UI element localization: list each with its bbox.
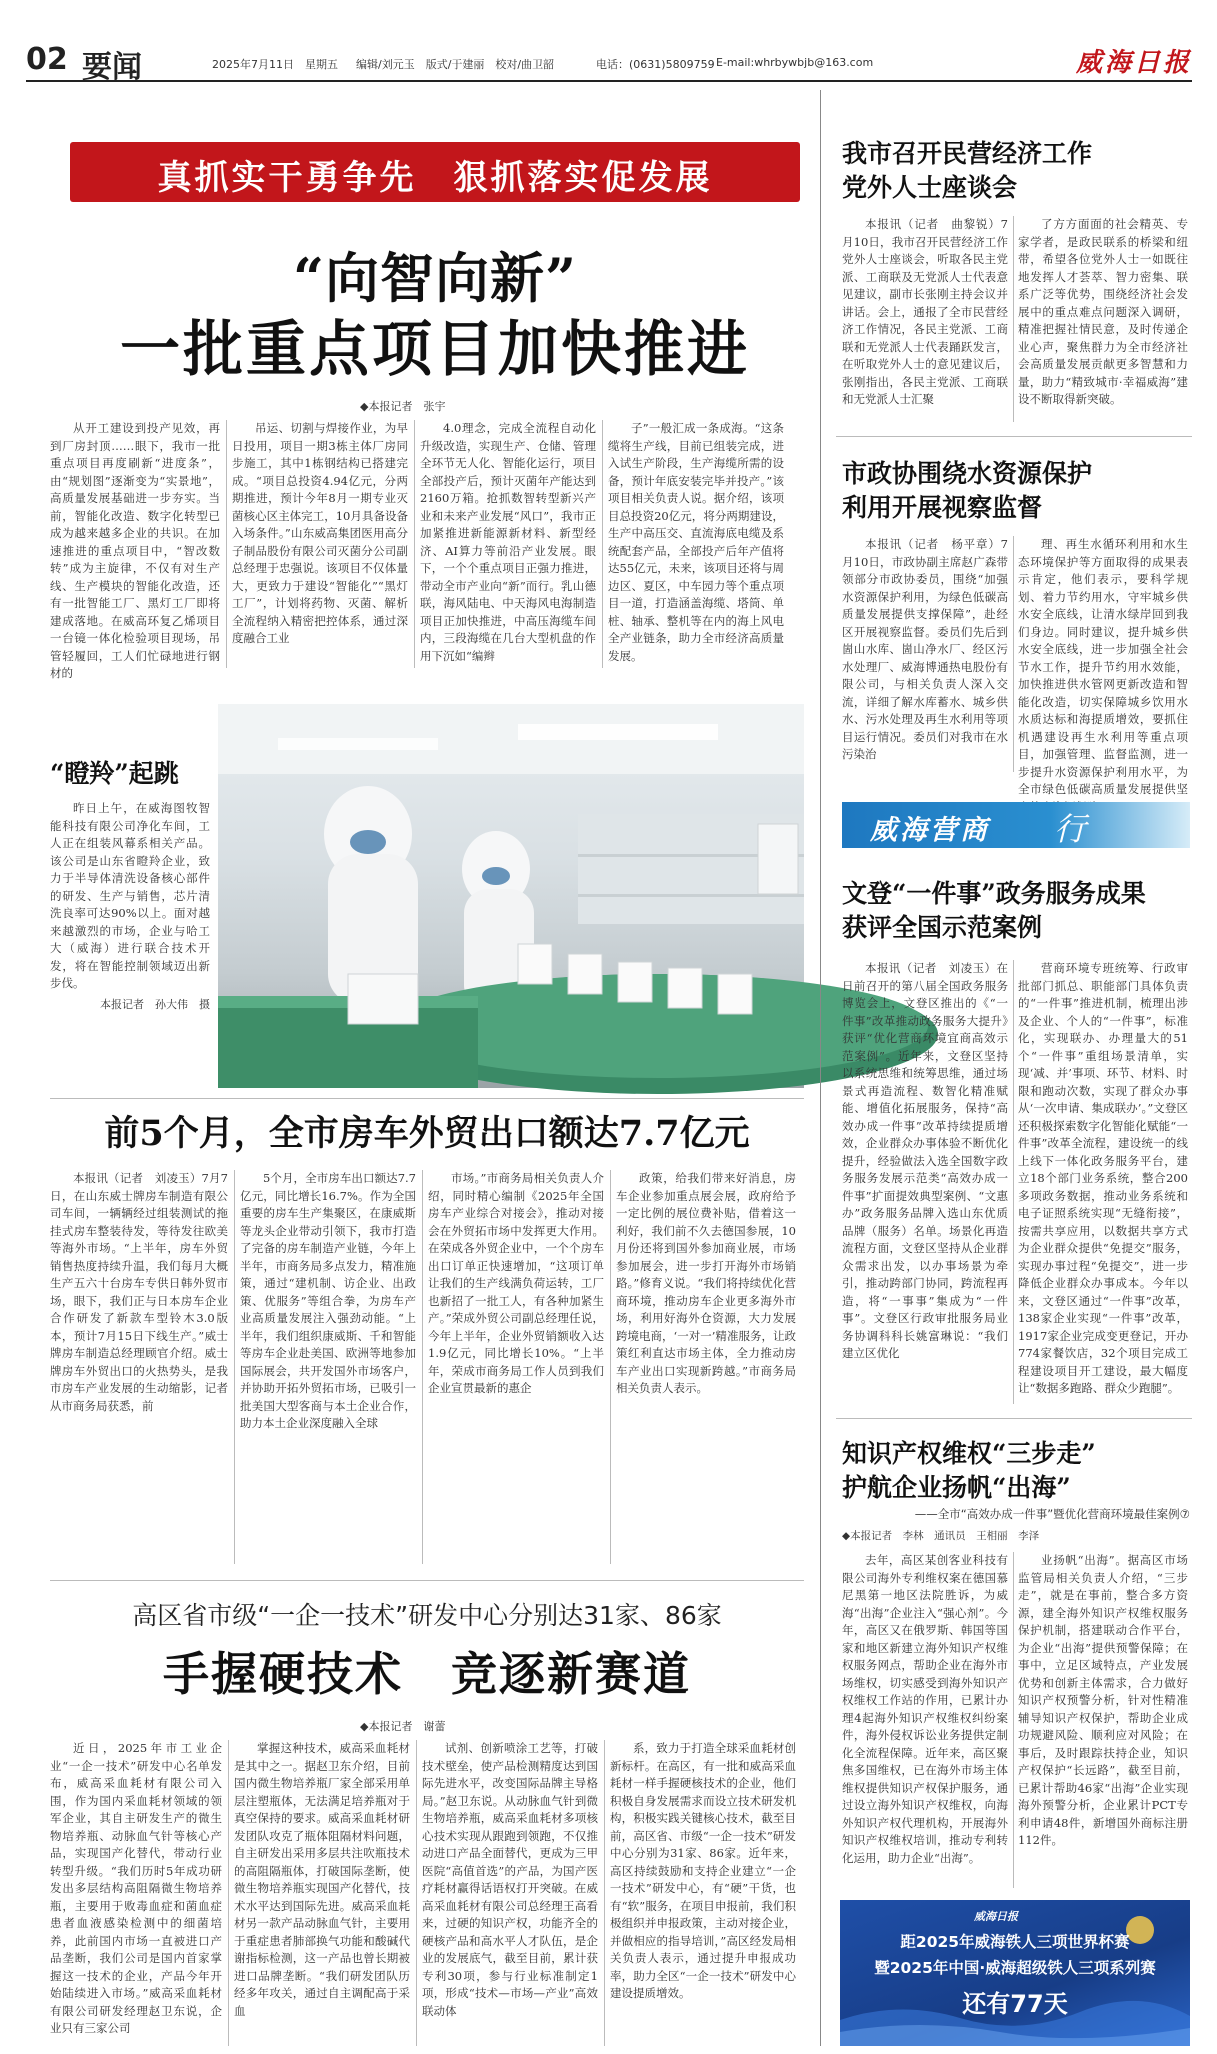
rd-subtitle: 高区省市级“一企一技术”研发中心分别达31家、86家	[132, 1601, 722, 1630]
rd-col-4-text: 系，致力于打造全球采血耗材创新标杆。在高区，有一批和威高采血耗材一样手握硬核技术的企业，他们积极自身发展需求而设立技术研发机构，积极实践关键核心技术，截至目前，高区省、市级“一企一技术”研发中心分别为31家、86家。近年来，高区持续鼓励和支持企业建立“一企一技术”研发中心，有“硬”干货，也有“软”服务，在项目申报前，我们积极组织并申报政策，主动对接企业，并做相应的指导培训，”高区经发局相关负责人表示，通过提升申报成功率，助力全区“一企一技术”研发中心建设提质增效。	[610, 1741, 796, 2000]
col-divider	[1013, 536, 1014, 772]
paper-logo: 威海日报	[1075, 48, 1192, 78]
lead-col-2	[232, 420, 408, 668]
photo-caption-text: 昨日上午，在威海图牧智能科技有限公司净化车间，工人正在组装风幕系相关产品。该公司是山东省瞪羚企业，致力于半导体清洗设备核心部件的研发、生产与销售，芯片清洗良率可达90%以上。面对越来越激烈的市场，企业与哈工大（威海）进行联合技术开发，将在智能控制领域迈出新步伐。	[50, 801, 210, 990]
rt-col-2	[1018, 216, 1188, 422]
lead-col-3-text: 4.0理念，完成全流程自动化升级改造，实现生产、仓储、管理全环节无人化、智能化运行，项目全部投产后，预计灭菌年产能达到2160万箱。抢抓数智转型新兴产业和未来产业发展“风口”，我市正加紧推进新能源新材料、新型经济、AI算力等前沿产业发展。眼下，一个个重点项目正强力推进，带动全市产业向“新”而行。乳山德联，海风陆电、中天海风电海制造项目正加快推进，中高压海缆车间内，三段海缆在几台大型机盘的作用下沉如“编辫	[420, 421, 596, 663]
date-line: 2025年7月11日 星期五	[212, 58, 338, 71]
business-banner-icon: 行	[1054, 810, 1087, 848]
photo-caption-box	[50, 754, 210, 1044]
email-line: E-mail:whrbywbjb@163.com	[716, 56, 874, 69]
col-divider	[422, 1170, 423, 1564]
ri-title-line1: 知识产权维权“三步走”	[842, 1439, 1096, 1468]
col-divider	[604, 1740, 605, 2046]
rd-col-3-text: 试剂、创新喷涂工艺等，打破技术壁垒，使产品检测精度达到国际先进水平，改变国际品牌主导格局。”赵卫东说。从动脉血气针到微生物培养瓶，威高采血耗材多项核心技术实现从跟跑到领跑，不仅推动进口产品全面替代，更成为三甲医院“高值首选”的产品，为国产医疗耗材赢得话语权打开突破。在威高采血耗材有限公司总经理王高看来，过硬的知识产权，功能齐全的硬核产品和高水平人才队伍，是企业的发展底气，截至目前，累计获专利30项，参与行业标准制定1项，形成“技术—市场—产业”高效联动体	[422, 1741, 598, 2018]
ra-col-1-text: 本报讯（记者 刘凌玉）在日前召开的第八届全国政务服务博览会上，文登区推出的《“一件事”改革推动政务服务大提升》获评“优化营商环境宜商高效示范案例”。近年来，文登区坚持以系统思维和统筹思维，通过场景式再造流程、数智化精准赋能、增值化拓展服务，保持“高效办成一件事”改革持续提质增效，企业群众办事体验不断优化提升，经验做法入选全国数字政务服务发展示范类“高效办成一件事”扩面提效典型案例、“文惠办”政务服务品牌入选山东优质品牌（服务）名单。场景化再造流程方面，文登区坚持从企业群众需求出发，以办事场景为牵引，推动跨部门协同，跨流程再造，将“一事事”集成为“一件事”。文登区行政审批服务局业务协调科科长姚富琳说：“我们建立区优化	[842, 961, 1008, 1360]
rw-col-2-text: 理、再生水循环利用和水生态环境保护等方面取得的成果表示肯定，他们表示，要科学规划、着力节约用水，守牢城乡供水安全底线，让清水绿岸回到我们身边。同时建议，提升城乡供水安全底线，进一步加强全社会节水工作，提升节约用水效能，加快推进供水管网更新改造和智能化改造，切实保障城乡饮用水水质达标和海提质增效，要抓住机遇建设再生水利用等重点项目，加强管理、监督监测，进一步提升水资源保护利用水平，为全市绿色低碳高质量发展提供坚	[1018, 537, 1188, 796]
col-divider	[416, 1740, 417, 2046]
rd-col-1	[50, 1740, 222, 2046]
rw-col-1	[842, 536, 1008, 772]
editors-line: 编辑/刘元玉 版式/于建丽 校对/曲卫韶	[356, 58, 555, 71]
cleanroom-illustration	[218, 704, 804, 1088]
ra-title-line1: 文登“一件事”政务服务成果	[842, 879, 1146, 908]
car-col-1	[50, 1170, 228, 1564]
col-divider	[414, 420, 415, 668]
rd-col-3	[422, 1740, 598, 2046]
ri-col-1-text: 去年，高区某创客业科技有限公司海外专利维权案在德国慕尼黑第一地区法院胜诉，为威海“出海”企业注入“强心剂”。今年，高区又在俄罗斯、韩国等国家和地区新建立海外知识产权维权服务网点，帮助企业在海外市场维权，切实感受到海外知识产权维权工作站的作用，已累计办理4起海外知识产权维权纠纷案件，海外侵权诉讼业务提供定制化全流程保障。近年来，高区聚焦多国维权，已在海外市场主体维权提供知识产权保护服务，通过设立海外知识产权维权，向海外知识产权代理机构，开展海外知识产权维权培训，推动专利转化运用，助力企业“出海”。	[842, 1553, 1008, 1865]
masthead	[26, 42, 1192, 85]
lead-col-4-text: 子”一般汇成一条成海。“这条缆将生产线，目前已组装完成，进入试生产阶段，生产海缆所需的设备，预计年底安装完毕并投产。”该项目相关负责人说。据介绍，该项目总投资20亿元，将分两期建设，生产中高压交、直流海底电缆及系统配套产品，全部投产后年产值将达55亿元，未来，该项目还将与周边区、夏区，中车园力等个重点项目一道，打造涵盖海缆、塔筒、单桩、轴承、整机等在内的海上风电全产业链条，助力全市经济高质量发展。	[608, 421, 784, 663]
ra-col-2-text: 营商环境专班统筹、行政审批部门抓总、职能部门具体负责的“一件事”推进机制，梳理出涉及企业、个人的“一件事”，标准化，实现联办、办理量大的51个“一件事”重组场景清单，实现‘减、并’事项、环节、材料、时限和跑动次数，实现了群众办事从‘一次申请、集成联办’。”文登区还积极探索数字化智能化赋能“一件事”改革全流程，建设统一的线上线下一体化政务服务平台，建立18个部门业务系统，整合200多项政务数据，推动业务系统和电子证照系统实现“无缝衔接”，按需共享应用，以数据共享方式为企业群众提供“免提交”服务，实现办事过程“免提交”，进一步降低企业群众办事成本。今年以来，文登区通过“一件事”改革，138家企业实现“一件事”改革，1917家企业完成变更登记，开办774家餐饮店，32个项目完成工程建设项目开工建设，最大幅度让“数据多跑路、群众少跑腿”。	[1018, 961, 1188, 1395]
lead-col-3	[420, 420, 596, 668]
rt-title-line2: 党外人士座谈会	[842, 173, 1018, 202]
car-col-3-text: 市场。”市商务局相关负责人介绍，同时精心编制《2025年全国房车产业综合对接会》，推动对接会在外贸拓市场中发挥更大作用。在荣成各外贸企业中，一个个房车出口订单正快速增加，“这项订单让我们的生产线满负荷运转，工厂也新招了一批工人，有各种加紧生产。”荣成外贸公司副总经理任说，今年上半年，企业外贸销额收入达1.9亿元，同比增长10%。“上半年，荣成市商务局工作人员到我们企业宣贯最新的惠企	[428, 1171, 604, 1395]
car-col-2-text: 5个月，全市房车出口额达7.7亿元，同比增长16.7%。作为全国重要的房车生产集聚区，在康威斯等龙头企业带动引领下，我市打造了完备的房车制造产业链，今年上半年，市商务局多点发力，精准施策，通过“建机制、访企业、出政策、优服务”等组合拳，为房车产业高质量发展注入强劲动能。“上半年，我们组织康威斯、千和智能等房车企业赴美国、欧洲等地参加国际展会，共开发国外市场客户，并协助开拓外贸拓市场，已吸引一批美国大型客商与本土企业合作，助力本土企业深度融入全球	[240, 1171, 416, 1430]
rw-title-line2: 利用开展视察监督	[842, 493, 1043, 522]
photo-credit: 本报记者 孙大伟 摄	[100, 998, 210, 1011]
rw-col-1-text: 本报讯（记者 杨平章）7月10日，市政协副主席赵广森带领部分市政协委员，围绕“加强水资源保护利用，为绿色低碳高质量发展提供支撑保障”，赴经区开展视察监督。委员们先后到崮山水库、崮山净水厂、经区污水处理厂、威海博通热电股份有限公司，与相关负责人深入交流，详细了解水库蓄水、城乡供水、污水处理及再生水利用等项目运行情况。委员们对我市在水污染治	[842, 537, 1008, 761]
lead-title-line1: “向智向新”	[292, 246, 578, 310]
slogan-banner	[70, 142, 800, 202]
phone-line: 电话：(0631)5809759	[596, 58, 715, 71]
rt-col-1	[842, 216, 1008, 422]
col-divider	[610, 1170, 611, 1564]
section-divider	[836, 436, 1192, 437]
ad-line-2: 暨2025年中国·威海超级铁人三项系列赛	[874, 1959, 1156, 1977]
section-divider	[50, 1098, 804, 1099]
business-banner-text: 威海营商	[870, 815, 990, 846]
rt-title-line1: 我市召开民营经济工作	[842, 139, 1093, 168]
lead-title-line2: 一批重点项目加快推进	[120, 315, 750, 385]
car-col-3	[428, 1170, 604, 1564]
lead-col-2-text: 吊运、切割与焊接作业，为早日投用，项目一期3栋主体厂房同步施工，其中1栋钢结构已搭建完成。“项目总投资4.94亿元，分两期推进，预计今年8月一期专业灭菌核心区主体完工，10月具备设备入场条件。”山东威高集团医用高分子制品股份有限公司灭菌分公司副总经理于忠强说。该项目不仅体量大，更致力于建设“智能化”“黑灯工厂”，计划将药物、灭菌、解析全流程纳入精密把控体系，通过深度融合工业	[232, 421, 408, 645]
rt-col-2-text: 了方方面面的社会精英、专家学者，是政民联系的桥梁和纽带，希望各位党外人士一如既往地发挥人才荟萃、智力密集、联系广泛等优势，围绕经济社会发展中的重点难点问题深入调研，精准把握社情民意，及时传递企业心声，聚焦群力为全市经济社会高质量发展贡献更多智慧和力量，助力“精致城市·幸福威海”建设不断取得新突破。	[1018, 217, 1188, 406]
ra-title-line2: 获评全国示范案例	[842, 913, 1043, 942]
ad-line-1: 距2025年威海铁人三项世界杯赛	[900, 1933, 1130, 1951]
col-divider	[234, 1170, 235, 1564]
col-divider	[1013, 216, 1014, 422]
slogan-text: 真抓实干勇争先 狠抓落实促发展	[157, 158, 713, 198]
lead-byline: ◆本报记者 张宇	[360, 400, 446, 413]
ra-col-1	[842, 960, 1008, 1404]
col-divider	[1013, 1552, 1014, 1888]
ri-title-line2: 护航企业扬帆“出海”	[842, 1473, 1071, 1502]
lead-col-1-text: 从开工建设到投产见效，再到厂房封顶……眼下，我市一批重点项目再度刷新“进度条”，由“规划图”逐渐变为“实景地”，高质量发展基础进一步夯实。当前，智能化改造、数字化转型已成为越来越多企业的共识。在加速推进的重点项目中，“智改数转”成为主旋律，不仅有对生产线、生产模块的智能化改造，还有一批智能工厂、黑灯工厂即将建成落地。在威高环复乙烯项目一台镜一体化检验项目现场，吊管轻履回，工人们忙碌地进行钢材的	[50, 421, 220, 680]
car-col-1-text: 本报讯（记者 刘凌玉）7月7日，在山东威士牌房车制造有限公司车间，一辆辆经过组装测试的拖挂式房车整装待发，等待发往欧美等海外市场。“上半年，房车外贸销售热度持续升温，我们每月大概生产五六十台房车专供日韩外贸市场，眼下，我们正与日本房车企业合作研发了新款车型铃木3.0版本，预计7月15日下线生产。”威士牌房车制造总经理顾官介绍。威士牌房车外贸出口的火热势头，是我市房车产业发展的生动缩影，记者从市商务局获悉，前	[50, 1171, 228, 1413]
rd-col-4	[610, 1740, 796, 2046]
car-story-title: 前5个月，全市房车外贸出口额达7.7亿元	[104, 1113, 750, 1154]
rt-col-1-text: 本报讯（记者 曲黎锐）7月10日，我市召开民营经济工作党外人士座谈会，听取各民主党派、工商联及无党派人士代表意见建议，副市长张刚主持会议并讲话。会上，通报了全市民营经济工作情况，各民主党派、工商联和无党派人士代表踊跃发言，在听取党外人士的意见建议后，张刚指出，各民主党派、工商联和无党派人士汇聚	[842, 217, 1008, 406]
ri-col-2	[1018, 1552, 1188, 1888]
ri-col-2-text: 业扬帆“出海”。据高区市场监管局相关负责人介绍，“三步走”，就是在事前，整合多方资源，建全海外知识产权维权服务保护机制，搭建联动合作平台，为企业“出海”提供预警保障；在事中，立足区域特点，产业发展优势和创新主体需求，合力做好知识产权预警分析，针对性精准辅导知识产权保护，帮助企业成功规避风险、顺利应对风险；在事后，及时跟踪扶持企业，知识产权保护“长远路”，截至目前，已累计帮助46家“出海”企业实现海外预警分析，企业累计PCT专利申请48件，新增国外商标注册112件。	[1018, 1553, 1188, 1847]
col-divider	[226, 420, 227, 668]
ri-byline: ◆本报记者 李林 通讯员 王相丽 李泽	[842, 1530, 1040, 1542]
col-divider	[1013, 960, 1014, 1404]
rw-title-line1: 市政协围绕水资源保护	[842, 459, 1093, 488]
car-col-4	[616, 1170, 796, 1564]
photo-caption	[50, 800, 210, 990]
lead-col-4	[608, 420, 784, 668]
ri-col-1	[842, 1552, 1008, 1888]
col-divider	[602, 420, 603, 668]
ra-col-2	[1018, 960, 1188, 1404]
rd-title: 手握硬技术 竞逐新赛道	[163, 1647, 691, 1701]
car-col-2	[240, 1170, 416, 1564]
ad-logo: 威海日报	[974, 1910, 1018, 1923]
col-divider	[228, 1740, 229, 2046]
rd-col-2	[234, 1740, 410, 2046]
rd-col-1-text: 近日，2025年市工业企业“一企一技术”研发中心名单发布，威高采血耗材有限公司入围，作为国内采血耗材领域的领军企业，其自主研发生产的微生物培养瓶、动脉血气针等核心产品，实现国产化替代，带动行业转型升级。“我们历时5年成功研发出多层结构高阻隔微生物培养瓶，主要用于败毒血症和菌血症患者血液感染检测中的细菌培养，此前国内市场一直被进口产品垄断，我们公司是国内首家掌握这一技术的企业，产品今年开始陆续进入市场。”威高采血耗材有限公司研发经理赵卫东说，企业只有三家公司	[50, 1741, 222, 2035]
ad-line-3: 还有77天	[962, 1990, 1068, 2018]
rd-col-2-text: 掌握这种技术，威高采血耗材是其中之一。据赵卫东介绍，目前国内微生物培养瓶厂家全部采用单层注塑瓶体，无法满足培养瓶对于真空保持的要求。威高采血耗材研发团队攻克了瓶体阻隔材料问题，自主研发出采用多层共注吹瓶技术的高阻隔瓶体，打破国际垄断，使微生物培养瓶实现国产化替代，技术水平达到国际先进。威高采血耗材另一款产品动脉血气针，主要用于重症患者肺部换气功能和酸碱代谢指标检测，这一产品也曾长期被进口品牌垄断。“我们研发团队历经多年攻关，通过自主调配高于采血	[234, 1741, 410, 2018]
page-number: 02	[26, 42, 68, 77]
ri-subtitle: ——全市“高效办成一件事”暨优化营商环境最佳案例⑦	[914, 1507, 1190, 1521]
car-col-4-text: 政策，给我们带来好消息，房车企业参加重点展会展，政府给予一定比例的展位费补贴，借着这一利好，我们前不久去德国参展，10月份还将到国外参加商业展，市场参加展会，进一步打开海外市场销路。”修育义说。“我们将持续优化营商环境，推动房车企业更多海外市场，利用好海外仓资源，大力发展跨境电商，‘一对一’精准服务，让政策红利直达市场主体，全力推动房车产业出口实现新跨越。”市商务局相关负责人表示。	[616, 1171, 796, 1395]
section-divider	[836, 1418, 1192, 1419]
business-banner	[842, 802, 1190, 848]
rw-col-2	[1018, 536, 1188, 796]
rd-byline: ◆本报记者 谢蕾	[360, 1720, 446, 1733]
lead-col-1	[50, 420, 220, 680]
photo-title: “瞪羚”起跳	[50, 759, 179, 788]
section-divider	[50, 1580, 804, 1581]
triathlon-ad	[840, 1900, 1190, 2046]
cleanroom-photo	[218, 704, 804, 1088]
section-name: 要闻	[82, 50, 142, 85]
page-column-divider	[820, 90, 821, 2046]
